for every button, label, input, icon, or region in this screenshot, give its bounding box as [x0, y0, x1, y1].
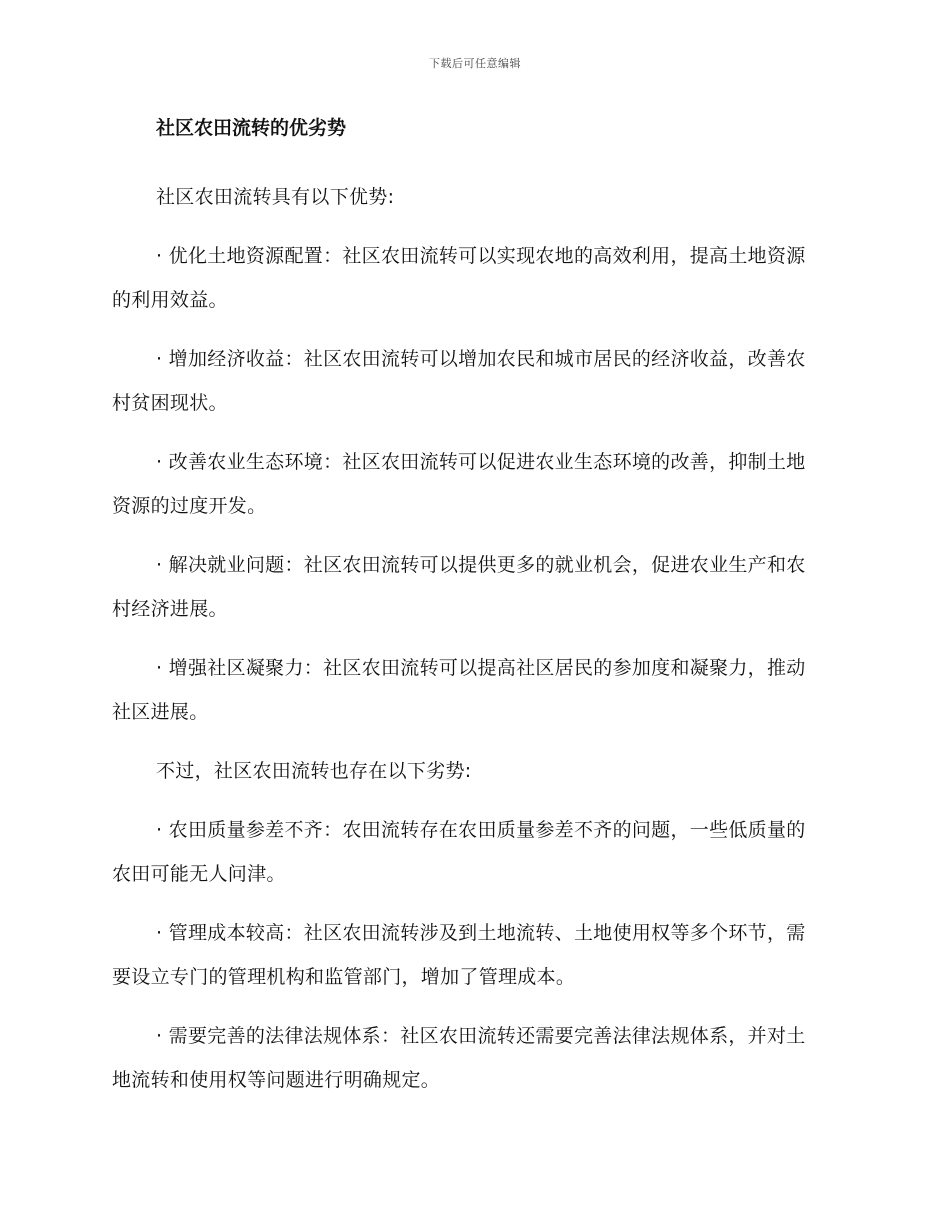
advantage-item: · 优化土地资源配置：社区农田流转可以实现农地的高效利用，提高土地资源的利用效益。: [112, 245, 806, 311]
advantage-item: · 改善农业生态环境：社区农田流转可以促进农业生态环境的改善，抑制土地资源的过度开发。: [112, 451, 806, 517]
document-title: 社区农田流转的优劣势: [156, 117, 347, 139]
header-note: 下载后可任意编辑: [429, 57, 521, 70]
disadvantage-item: · 需要完善的法律法规体系：社区农田流转还需要完善法律法规体系，并对土地流转和使用权等问题进行明确规定。: [112, 1025, 806, 1091]
disadvantages-intro: 不过，社区农田流转也存在以下劣势:: [156, 760, 472, 782]
disadvantage-item: · 管理成本较高：社区农田流转涉及到土地流转、土地使用权等多个环节，需要设立专门的管理机构和监管部门，增加了管理成本。: [112, 922, 806, 988]
advantage-item: · 增加经济收益：社区农田流转可以增加农民和城市居民的经济收益，改善农村贫困现状。: [112, 348, 806, 414]
disadvantage-item: · 农田质量参差不齐：农田流转存在农田质量参差不齐的问题，一些低质量的农田可能无人问津。: [112, 819, 806, 885]
advantage-item: · 解决就业问题：社区农田流转可以提供更多的就业机会，促进农业生产和农村经济进展。: [112, 554, 806, 620]
document-body: [112, 112, 824, 1117]
advantages-intro: 社区农田流转具有以下优势:: [156, 186, 395, 208]
advantage-item: · 增强社区凝聚力：社区农田流转可以提高社区居民的参加度和凝聚力，推动社区进展。: [112, 657, 806, 723]
